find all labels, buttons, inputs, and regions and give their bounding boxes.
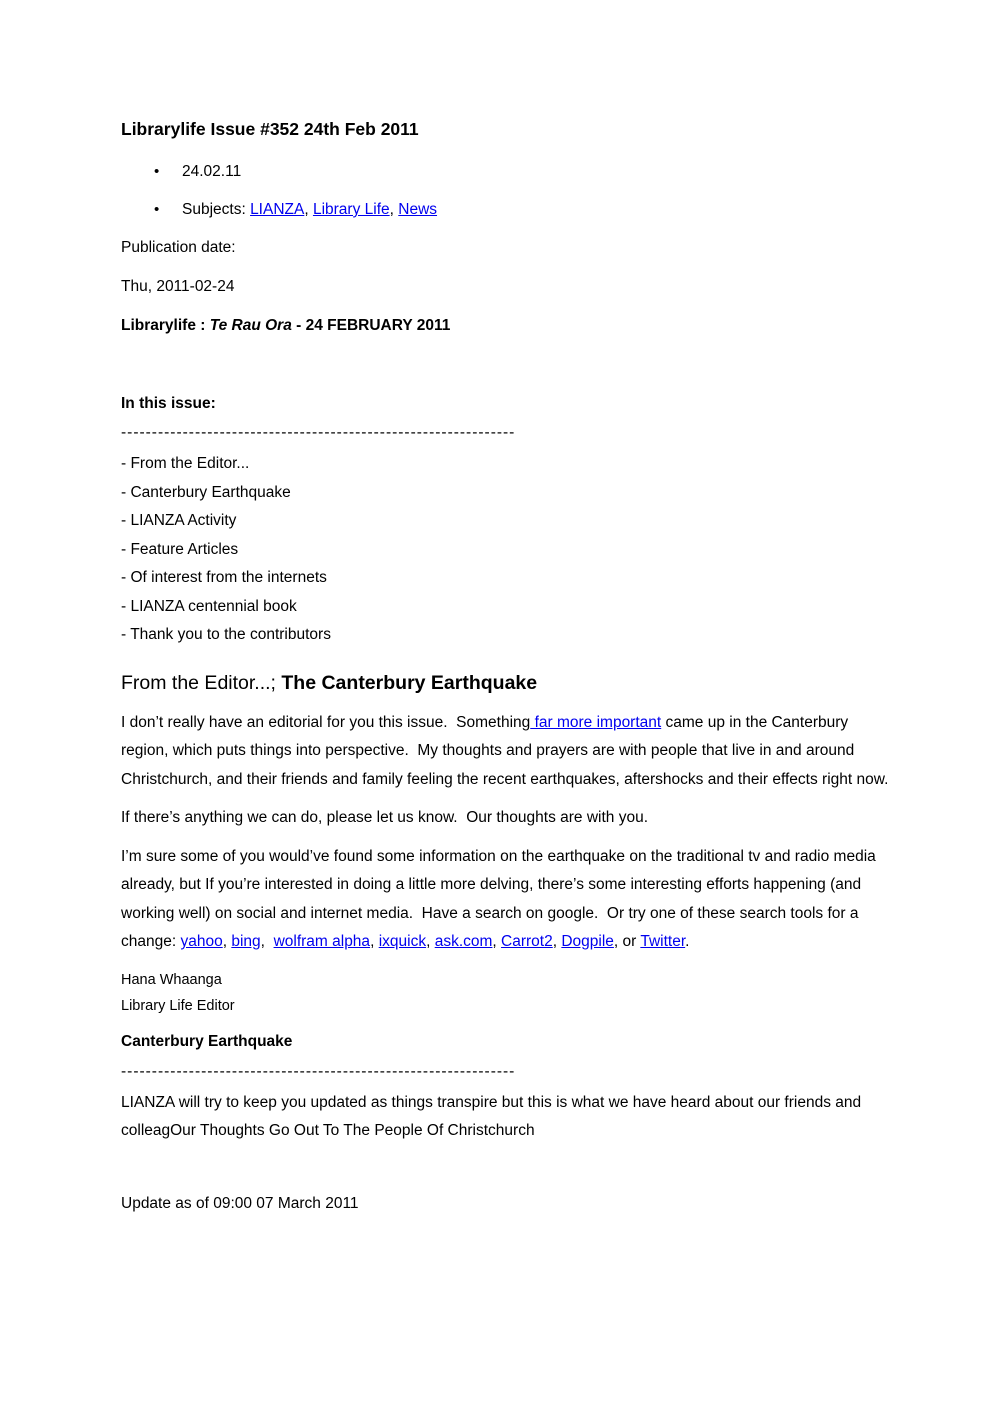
subjects-bullet-item: [121, 199, 889, 220]
canterbury-paragraph: LIANZA will try to keep you updated as things transpire but this is what we have heard about our friends and colleagOur Thoughts Go Out To The People Of Christchurch: [121, 1093, 866, 1139]
issue-banner: [121, 315, 889, 336]
page-title: Librarylife Issue #352 24th Feb 2011: [121, 119, 419, 139]
signature-block: [121, 967, 889, 1019]
editor-paragraph-3: [121, 843, 889, 957]
toc-item-of-interest: - Of interest from the internets: [121, 569, 327, 586]
signature-role: Library Life Editor: [121, 997, 235, 1014]
toc-item-canterbury-earthquake: - Canterbury Earthquake: [121, 483, 291, 501]
toc-item-lianza-activity: - LIANZA Activity: [121, 512, 237, 529]
editor-paragraph-2: If there’s anything we can do, please let us know. Our thoughts are with you.: [121, 809, 649, 826]
publication-date-value: Thu, 2011-02-24: [121, 278, 235, 295]
search-link-dogpile[interactable]: Dogpile: [561, 933, 614, 950]
meta-bullet-list: [121, 161, 889, 220]
heading-regular-part: From the Editor...;: [121, 671, 282, 694]
para1-text-after: came up in the Canterbury region, which puts things into perspective. My thoughts and prayers are with people that live in and around Christchurch, and their friends and family feeling the recent earthquakes, aftershocks and their effects right now.: [121, 713, 889, 788]
date-bullet-item: [121, 161, 889, 182]
issue-date: 24.02.11: [182, 163, 242, 180]
banner-prefix: Librarylife :: [121, 317, 210, 334]
toc-item-feature-articles: - Feature Articles: [121, 540, 239, 558]
publication-date-label: Publication date:: [121, 239, 236, 256]
toc-item-centennial-book: - LIANZA centennial book: [121, 597, 297, 615]
separator: ,: [389, 201, 399, 218]
editor-paragraph-1: [121, 709, 889, 795]
editor-section-heading: [121, 670, 889, 696]
separator: ,: [426, 933, 435, 950]
banner-maori-title: Te Rau Ora: [209, 317, 292, 334]
subjects-label: Subjects:: [182, 201, 251, 218]
subject-link-news[interactable]: News: [398, 201, 438, 218]
separator-or: , or: [613, 933, 641, 950]
search-link-twitter[interactable]: Twitter: [640, 933, 686, 950]
separator: ,: [260, 933, 274, 950]
far-more-important-link[interactable]: far more important: [530, 713, 662, 731]
subject-link-lianza[interactable]: LIANZA: [250, 201, 305, 218]
search-link-carrot2[interactable]: Carrot2: [501, 933, 553, 950]
toc-divider: ----------------------------------------------------------------: [121, 424, 516, 441]
search-link-yahoo[interactable]: yahoo: [180, 933, 223, 950]
para1-text-before: I don’t really have an editorial for you this issue. Something: [121, 713, 531, 731]
separator: ,: [304, 201, 313, 218]
signature-name: Hana Whaanga: [121, 971, 222, 988]
heading-bold-part: The Canterbury Earthquake: [281, 671, 538, 694]
separator: ,: [552, 933, 562, 950]
search-link-wolfram-alpha[interactable]: wolfram alpha: [273, 933, 371, 950]
banner-suffix: - 24 FEBRUARY 2011: [291, 317, 451, 334]
toc-item-thank-you: - Thank you to the contributors: [121, 626, 331, 643]
canterbury-section-heading: Canterbury Earthquake: [121, 1032, 293, 1050]
subject-link-library-life[interactable]: Library Life: [312, 201, 390, 218]
toc-item-from-the-editor: - From the Editor...: [121, 455, 250, 472]
separator: ,: [222, 933, 232, 950]
search-link-ixquick[interactable]: ixquick: [378, 933, 427, 950]
toc-list: [121, 450, 889, 650]
toc-heading: In this issue:: [121, 395, 216, 412]
separator: ,: [492, 933, 502, 950]
sentence-period: .: [685, 933, 690, 950]
canterbury-divider: ----------------------------------------------------------------: [121, 1062, 516, 1080]
update-timestamp: Update as of 09:00 07 March 2011: [121, 1194, 359, 1212]
search-link-ask-com[interactable]: ask.com: [434, 933, 493, 950]
para3-text-before: I’m sure some of you would’ve found some information on the earthquake on the traditional tv and radio media already, but If you’re interested in doing a little more delving, there’s some interesting efforts happening (and working well) on social and internet media. Have a search on google. Or try one of these search tools for a change:: [121, 847, 881, 950]
search-link-bing[interactable]: bing: [231, 933, 261, 950]
separator: ,: [370, 933, 379, 950]
